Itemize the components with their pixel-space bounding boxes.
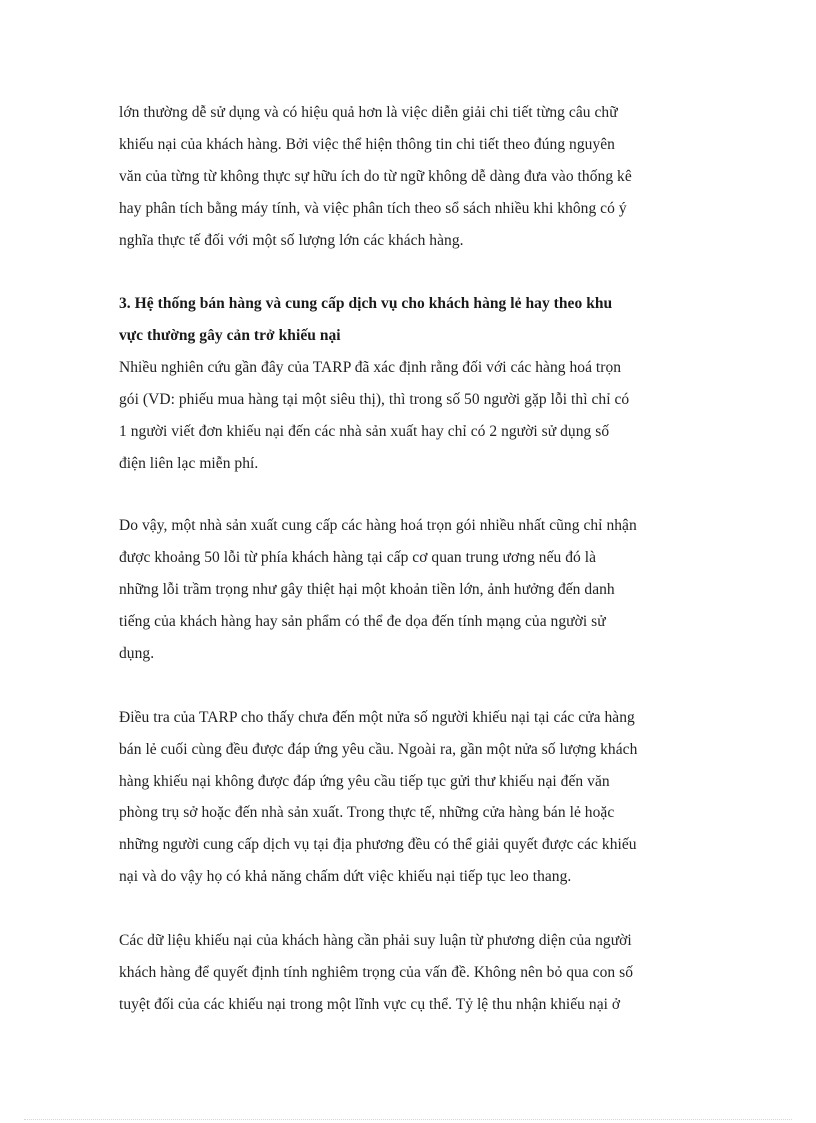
paragraph-4-line-4: phòng trụ sở hoặc đến nhà sản xuất. Trong thực tế, những cửa hàng bán lẻ hoặc bbox=[119, 804, 615, 821]
paragraph-5-line-2: khách hàng để quyết định tính nghiêm trọng của vấn đề. Không nên bỏ qua con số bbox=[119, 964, 633, 981]
paragraph-5-line-1: Các dữ liệu khiếu nại của khách hàng cần phải suy luận từ phương diện của người bbox=[119, 932, 632, 949]
paragraph-1-line-2: khiếu nại của khách hàng. Bởi việc thể hiện thông tin chi tiết theo đúng nguyên bbox=[119, 136, 615, 153]
paragraph-1-line-3: văn của từng từ không thực sự hữu ích do từ ngữ không dễ dàng đưa vào thống kê bbox=[119, 168, 632, 185]
paragraph-3-line-4: tiếng của khách hàng hay sản phẩm có thể đe dọa đến tính mạng của người sử bbox=[119, 613, 606, 630]
paragraph-1-line-5: nghĩa thực tế đối với một số lượng lớn các khách hàng. bbox=[119, 232, 464, 249]
paragraph-4-line-2: bán lẻ cuối cùng đều được đáp ứng yêu cầu. Ngoài ra, gần một nửa số lượng khách bbox=[119, 741, 638, 758]
paragraph-4-line-3: hàng khiếu nại không được đáp ứng yêu cầu tiếp tục gửi thư khiếu nại đến văn bbox=[119, 773, 610, 790]
paragraph-3-line-2: được khoảng 50 lỗi từ phía khách hàng tại cấp cơ quan trung ương nếu đó là bbox=[119, 549, 597, 566]
page-bottom-divider bbox=[24, 1119, 792, 1120]
paragraph-4-line-1: Điều tra của TARP cho thấy chưa đến một nửa số người khiếu nại tại các cửa hàng bbox=[119, 709, 635, 726]
paragraph-2-line-2: gói (VD: phiếu mua hàng tại một siêu thị), thì trong số 50 người gặp lỗi thì chỉ có bbox=[119, 391, 630, 408]
section-heading-line-1: 3. Hệ thống bán hàng và cung cấp dịch vụ cho khách hàng lẻ hay theo khu bbox=[119, 295, 613, 312]
paragraph-4-line-6: nại và do vậy họ có khả năng chấm dứt việc khiếu nại tiếp tục leo thang. bbox=[119, 868, 572, 885]
paragraph-2-line-3: 1 người viết đơn khiếu nại đến các nhà sản xuất hay chỉ có 2 người sử dụng số bbox=[119, 423, 610, 440]
paragraph-4-line-5: những người cung cấp dịch vụ tại địa phương đều có thể giải quyết được các khiếu bbox=[119, 836, 637, 853]
paragraph-3-line-5: dụng. bbox=[119, 645, 155, 662]
paragraph-2-line-4: điện liên lạc miễn phí. bbox=[119, 455, 259, 472]
section-heading-line-2: vực thường gây cản trở khiếu nại bbox=[119, 327, 341, 344]
paragraph-5-line-3: tuyệt đối của các khiếu nại trong một lĩnh vực cụ thể. Tỷ lệ thu nhận khiếu nại ở bbox=[119, 996, 621, 1013]
paragraph-2-line-1: Nhiều nghiên cứu gần đây của TARP đã xác định rằng đối với các hàng hoá trọn bbox=[119, 359, 622, 376]
paragraph-3-line-1: Do vậy, một nhà sản xuất cung cấp các hàng hoá trọn gói nhiều nhất cũng chỉ nhận bbox=[119, 517, 637, 534]
paragraph-3-line-3: những lỗi trầm trọng như gây thiệt hại một khoản tiền lớn, ảnh hưởng đến danh bbox=[119, 581, 615, 598]
paragraph-1-line-4: hay phân tích bằng máy tính, và việc phân tích theo sổ sách nhiều khi không có ý bbox=[119, 200, 627, 217]
paragraph-1-line-1: lớn thường dễ sử dụng và có hiệu quả hơn là việc diễn giải chi tiết từng câu chữ bbox=[119, 104, 618, 121]
